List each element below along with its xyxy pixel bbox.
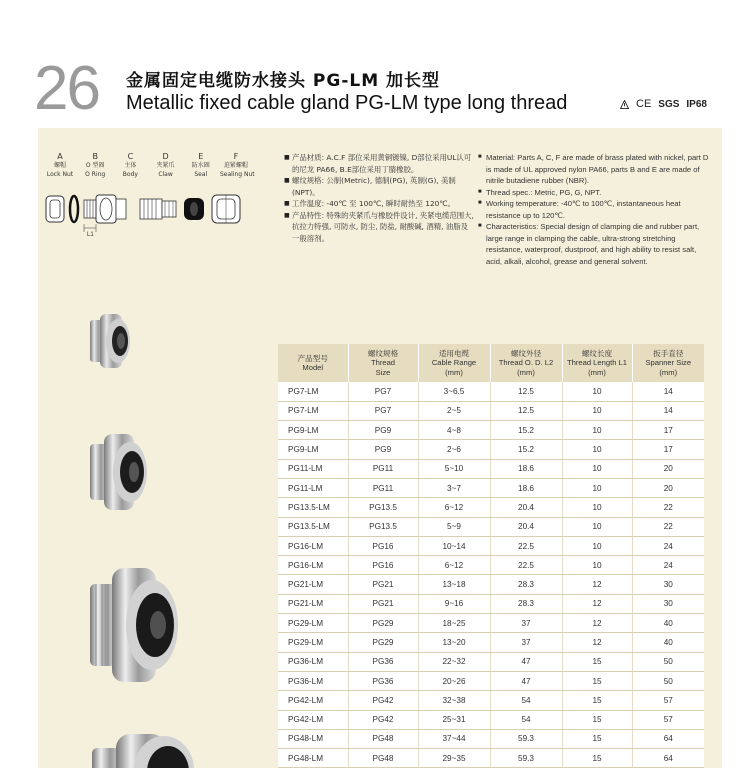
table-cell: PG21 xyxy=(348,594,418,613)
table-cell: 54 xyxy=(490,691,562,710)
table-cell: 6~12 xyxy=(418,556,490,575)
table-cell: 10 xyxy=(562,421,632,440)
table-cell: 13~20 xyxy=(418,633,490,652)
table-row xyxy=(278,517,704,536)
header-thread-od: 螺纹外径 Thread O. D. L2 (mm) xyxy=(490,344,562,382)
description-en-characteristics: ■ Characteristics: Special design of clamping die and rubber part, large range in clamping the cable, ultra-strong stretching resistance, waterproof, dustproof, and high ability to resist salt, acid, alkali, alcohol, grease and general solvent. xyxy=(478,221,712,267)
table-cell: 5~10 xyxy=(418,459,490,478)
table-cell: PG29 xyxy=(348,614,418,633)
table-cell: PG9 xyxy=(348,440,418,459)
table-cell: 10 xyxy=(562,536,632,555)
table-row xyxy=(278,459,704,478)
title-chinese: 金属固定电缆防水接头 PG-LM 加长型 xyxy=(126,71,441,91)
table-cell: 22~32 xyxy=(418,652,490,671)
table-cell: 15 xyxy=(562,749,632,768)
table-cell: 5~9 xyxy=(418,517,490,536)
table-cell: 57 xyxy=(632,691,704,710)
table-cell: 24 xyxy=(632,536,704,555)
description-cn-thread: ■ 螺纹规格: 公制(Metric), 德制(PG), 英制(G), 美制(NPT)。 xyxy=(284,175,474,198)
table-cell: 2~6 xyxy=(418,440,490,459)
table-row xyxy=(278,710,704,729)
description-cn-characteristics: ■ 产品特性: 特殊的夹紧爪与橡胶件设计, 夹紧电缆范围大, 抗拉力特强, 可防水, 防尘, 防盐, 耐酸碱, 酒精, 油脂及一般溶剂。 xyxy=(284,210,474,245)
product-image-medium xyxy=(88,432,150,512)
table-row xyxy=(278,478,704,497)
table-cell: PG42-LM xyxy=(278,691,348,710)
table-cell: 37 xyxy=(490,633,562,652)
table-cell: PG36 xyxy=(348,652,418,671)
table-cell: PG29 xyxy=(348,633,418,652)
table-cell: 17 xyxy=(632,440,704,459)
table-cell: 15 xyxy=(562,652,632,671)
ce-mark: CE xyxy=(636,98,652,110)
table-row xyxy=(278,421,704,440)
table-cell: 2~5 xyxy=(418,401,490,420)
table-cell: PG21-LM xyxy=(278,594,348,613)
product-image-small xyxy=(88,312,134,370)
table-cell: 59.3 xyxy=(490,749,562,768)
table-cell: 22 xyxy=(632,517,704,536)
table-cell: PG11-LM xyxy=(278,459,348,478)
table-cell: PG7 xyxy=(348,382,418,401)
table-cell: 37 xyxy=(490,614,562,633)
part-e: E 防水圈 Seal xyxy=(191,152,210,178)
table-cell: 20 xyxy=(632,478,704,497)
table-row xyxy=(278,652,704,671)
part-f: F 迫紧螺帽 Sealing Nut xyxy=(219,152,255,178)
table-cell: 40 xyxy=(632,614,704,633)
table-cell: 47 xyxy=(490,671,562,690)
table-row xyxy=(278,691,704,710)
certification-marks xyxy=(620,98,707,110)
table-cell: 12 xyxy=(562,594,632,613)
table-cell: 32~38 xyxy=(418,691,490,710)
table-cell: 13~18 xyxy=(418,575,490,594)
table-cell: 37~44 xyxy=(418,729,490,748)
table-cell: PG16 xyxy=(348,556,418,575)
table-cell: PG16-LM xyxy=(278,556,348,575)
table-cell: 15.2 xyxy=(490,421,562,440)
table-cell: 12 xyxy=(562,575,632,594)
table-cell: PG48-LM xyxy=(278,729,348,748)
table-row xyxy=(278,440,704,459)
table-cell: PG13.5-LM xyxy=(278,498,348,517)
table-cell: PG21-LM xyxy=(278,575,348,594)
table-cell: 14 xyxy=(632,401,704,420)
table-cell: 20 xyxy=(632,459,704,478)
product-image-xlarge xyxy=(90,730,200,768)
page-number: 26 xyxy=(34,54,99,123)
part-b: B O 型圈 O Ring xyxy=(85,152,106,178)
table-cell: 10~14 xyxy=(418,536,490,555)
table-cell: 10 xyxy=(562,440,632,459)
header-thread-length: 螺纹长度 Thread Length L1 (mm) xyxy=(562,344,632,382)
table-cell: 10 xyxy=(562,382,632,401)
table-cell: PG16 xyxy=(348,536,418,555)
table-cell: 14 xyxy=(632,382,704,401)
table-cell: 20~26 xyxy=(418,671,490,690)
table-cell: PG42 xyxy=(348,691,418,710)
table-cell: 3~6.5 xyxy=(418,382,490,401)
header-thread-size: 螺纹规格 Thread Size xyxy=(348,344,418,382)
table-cell: 20.4 xyxy=(490,498,562,517)
table-cell: PG48 xyxy=(348,729,418,748)
warning-triangle-icon xyxy=(620,100,629,109)
part-d: D 夹紧爪 Claw xyxy=(156,152,175,178)
table-header-row xyxy=(278,344,704,382)
table-cell: PG42 xyxy=(348,710,418,729)
table-cell: 25~31 xyxy=(418,710,490,729)
table-cell: PG36 xyxy=(348,671,418,690)
table-cell: PG36-LM xyxy=(278,652,348,671)
table-cell: 47 xyxy=(490,652,562,671)
description-cn-material: ■ 产品材质: A.C.F 部位采用黄铜镀镍, D部位采用UL认可的尼龙 PA66, B.E部位采用丁腈橡胶。 xyxy=(284,152,474,175)
table-cell: 15 xyxy=(562,710,632,729)
table-row xyxy=(278,401,704,420)
table-row xyxy=(278,575,704,594)
table-cell: 20.4 xyxy=(490,517,562,536)
table-cell: 10 xyxy=(562,556,632,575)
table-cell: 30 xyxy=(632,594,704,613)
header-spanner-size: 扳手直径 Spanner Size (mm) xyxy=(632,344,704,382)
table-cell: 10 xyxy=(562,401,632,420)
description-cn-temperature: ■ 工作温度: -40℃ 至 100℃, 瞬时耐热至 120℃。 xyxy=(284,198,474,210)
table-cell: 10 xyxy=(562,517,632,536)
table-cell: PG21 xyxy=(348,575,418,594)
table-cell: PG11-LM xyxy=(278,478,348,497)
table-row xyxy=(278,594,704,613)
table-cell: PG13.5-LM xyxy=(278,517,348,536)
table-cell: PG16-LM xyxy=(278,536,348,555)
table-cell: 15.2 xyxy=(490,440,562,459)
table-cell: PG9-LM xyxy=(278,440,348,459)
header-model: 产品型号 Model xyxy=(278,344,348,382)
specification-table xyxy=(278,344,704,768)
table-cell: 10 xyxy=(562,478,632,497)
table-cell: 10 xyxy=(562,459,632,478)
part-a: A 螺帽 Lock Nut xyxy=(46,152,74,178)
table-cell: 22 xyxy=(632,498,704,517)
table-row xyxy=(278,749,704,768)
table-row xyxy=(278,633,704,652)
description-en-material: ■ Material: Parts A, C, F are made of brass plated with nickel, part D is made of UL approved nylon PA66, parts B and E are made of nitrile butadiene rubber (NBR). xyxy=(478,152,712,187)
exploded-view-diagram xyxy=(44,190,254,238)
header-cable-range: 适用电缆 Cable Range (mm) xyxy=(418,344,490,382)
table-cell: PG29-LM xyxy=(278,633,348,652)
table-cell: 29~35 xyxy=(418,749,490,768)
table-cell: PG48-LM xyxy=(278,749,348,768)
table-cell: 18.6 xyxy=(490,478,562,497)
table-cell: PG11 xyxy=(348,478,418,497)
ip68-mark: IP68 xyxy=(686,98,707,110)
table-cell: 22.5 xyxy=(490,556,562,575)
parts-legend xyxy=(44,152,255,179)
table-cell: PG13.5 xyxy=(348,517,418,536)
table-cell: 28.3 xyxy=(490,594,562,613)
table-cell: 12 xyxy=(562,614,632,633)
table-row xyxy=(278,382,704,401)
table-cell: 12.5 xyxy=(490,401,562,420)
table-cell: PG13.5 xyxy=(348,498,418,517)
table-cell: PG42-LM xyxy=(278,710,348,729)
table-cell: 10 xyxy=(562,498,632,517)
table-cell: 6~12 xyxy=(418,498,490,517)
description-chinese xyxy=(284,152,474,244)
table-cell: PG9 xyxy=(348,421,418,440)
description-en-temperature: ■ Working temperature: -40℃ to 100℃, instantaneous heat resistance up to 120℃. xyxy=(478,198,712,221)
table-row xyxy=(278,536,704,555)
table-cell: 64 xyxy=(632,729,704,748)
table-cell: 30 xyxy=(632,575,704,594)
table-cell: 64 xyxy=(632,749,704,768)
table-row xyxy=(278,556,704,575)
sgs-mark: SGS xyxy=(658,98,680,110)
table-cell: 12 xyxy=(562,633,632,652)
table-cell: PG9-LM xyxy=(278,421,348,440)
dimension-label: L1 xyxy=(87,232,94,238)
table-row xyxy=(278,729,704,748)
table-cell: PG7-LM xyxy=(278,382,348,401)
product-image-large xyxy=(88,566,184,684)
table-cell: 15 xyxy=(562,671,632,690)
table-cell: 15 xyxy=(562,691,632,710)
table-cell: PG11 xyxy=(348,459,418,478)
description-en-thread: ■ Thread spec.: Metric, PG, G, NPT. xyxy=(478,187,712,199)
table-cell: PG7 xyxy=(348,401,418,420)
table-cell: 3~7 xyxy=(418,478,490,497)
table-cell: 50 xyxy=(632,671,704,690)
description-english xyxy=(478,152,712,267)
part-c: C 主体 Body xyxy=(122,152,138,178)
table-row xyxy=(278,498,704,517)
table-cell: 40 xyxy=(632,633,704,652)
table-row xyxy=(278,614,704,633)
table-cell: 50 xyxy=(632,652,704,671)
table-cell: PG36-LM xyxy=(278,671,348,690)
table-cell: 15 xyxy=(562,729,632,748)
table-cell: 18~25 xyxy=(418,614,490,633)
table-cell: PG29-LM xyxy=(278,614,348,633)
table-cell: 57 xyxy=(632,710,704,729)
table-cell: PG48 xyxy=(348,749,418,768)
table-cell: 9~16 xyxy=(418,594,490,613)
title-english: Metallic fixed cable gland PG-LM type long thread xyxy=(126,92,568,114)
table-cell: 59.3 xyxy=(490,729,562,748)
table-cell: PG7-LM xyxy=(278,401,348,420)
table-cell: 4~8 xyxy=(418,421,490,440)
table-cell: 12.5 xyxy=(490,382,562,401)
table-cell: 17 xyxy=(632,421,704,440)
table-row xyxy=(278,671,704,690)
table-cell: 54 xyxy=(490,710,562,729)
table-cell: 22.5 xyxy=(490,536,562,555)
table-cell: 18.6 xyxy=(490,459,562,478)
table-cell: 24 xyxy=(632,556,704,575)
table-cell: 28.3 xyxy=(490,575,562,594)
